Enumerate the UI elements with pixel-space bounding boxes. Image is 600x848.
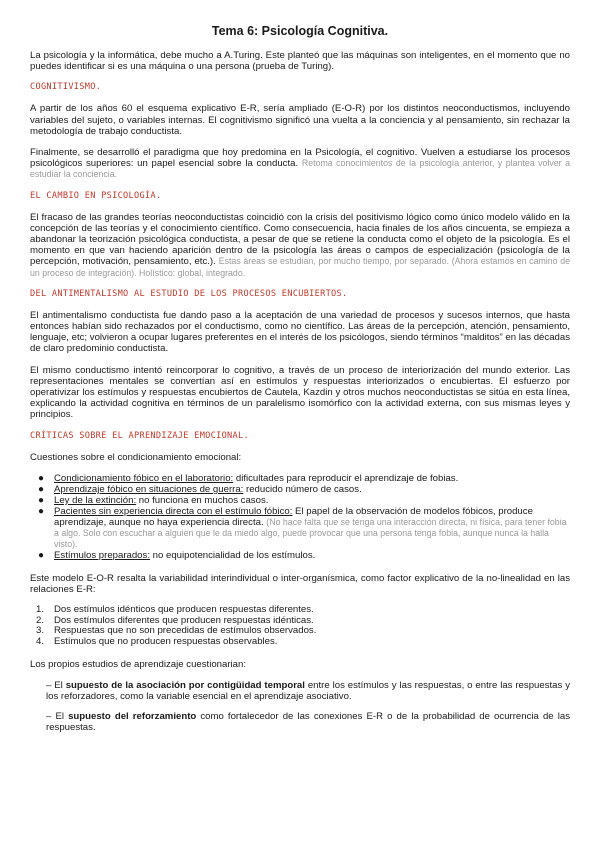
list-item-text: no funciona en muchos casos. bbox=[136, 494, 269, 506]
dash-text: como fortalecedor de las conexiones E-R o de la probabilidad de ocurrencia de las respuestas. bbox=[46, 710, 571, 733]
section-heading-cambio: EL CAMBIO EN PSICOLOGÍA. bbox=[30, 190, 162, 201]
list-item-note: (No hace falta que se tenga una interacción directa, ni física, para tener fobia a algo. Solo con escuchar a alguien que le da miedo algo, puede provocar que una persona tenga fobia, aunque nunca la halla visto). bbox=[54, 516, 567, 549]
list-item-text: El papel de la observación de modelos fóbicos, produce aprendizaje, aunque no haya experiencia directa. bbox=[54, 505, 533, 528]
list-item-text: Dos estímulos idénticos que producen respuestas diferentes. bbox=[54, 604, 314, 616]
cognitivismo-note: Retoma conocimientos de la psicología anterior, y plantea volver a estudiar la conciencia. bbox=[30, 158, 570, 180]
dash-bold-term: supuesto de la asociación por contigüidad temporal bbox=[65, 680, 305, 692]
section-heading-cognitivismo: COGNITIVISMO. bbox=[30, 82, 102, 93]
bullet-icon: ● bbox=[38, 494, 45, 506]
list-item bbox=[36, 473, 570, 484]
bullet-icon: ● bbox=[38, 472, 45, 484]
list-number: 3. bbox=[36, 625, 45, 637]
list-item bbox=[36, 550, 570, 561]
section-heading-criticas: CRÍTICAS SOBRE EL APRENDIZAJE EMOCIONAL. bbox=[30, 430, 249, 441]
intro-paragraph: La psicología y la informática, debe mucho a A.Turing. Este planteó que las máquinas son inteligentes, en el momento que no puedes identificar si es una máquina o una persona (prueba de Turing). bbox=[30, 50, 570, 73]
list-item bbox=[36, 506, 570, 550]
criticas-bullet-list bbox=[30, 473, 570, 561]
model-paragraph: Este modelo E-O-R resalta la variabilidad interindividual o inter-organísmica, como factor explicativo de la no-linealidad en las relaciones E-R: bbox=[30, 572, 570, 596]
list-item-text: Respuestas que no son precedidas de estímulos observados. bbox=[54, 625, 317, 637]
list-item-text: no equipotencialidad de los estímulos. bbox=[149, 549, 316, 561]
document-page bbox=[30, 24, 570, 741]
cambio-note: Estas áreas se estudian, por mucho tiempo, por separado. (Ahora estamos en camino de un proceso de integración). Holístico: global, integrado. bbox=[30, 256, 571, 278]
list-item bbox=[36, 484, 570, 495]
criticas-lead: Cuestiones sobre el condicionamiento emocional: bbox=[30, 451, 242, 463]
numbered-list bbox=[30, 605, 570, 647]
list-item-text: dificultades para reproducir el aprendizaje de fobias. bbox=[233, 472, 459, 484]
bullet-icon: ● bbox=[38, 549, 45, 561]
dash-item-1 bbox=[30, 680, 570, 702]
list-item-term: Estímulos preparados: bbox=[54, 549, 150, 561]
dash-list bbox=[30, 680, 570, 733]
dash-item-2 bbox=[30, 711, 570, 733]
list-item bbox=[36, 495, 570, 506]
cambio-paragraph bbox=[30, 212, 570, 279]
list-item-term: Pacientes sin experiencia directa con el estímulo fóbico: bbox=[54, 505, 293, 517]
antimentalismo-paragraph-2: El mismo conductismo intentó reincorporar lo cognitivo, a través de un proceso de interiorización del mundo exterior. Las representaciones mentales se convertían así en estímulos y respuestas interiorizados o encubiertas. El esfuerzo por operativizar los estímulos y respuestas encubiertos de Cautela, Kazdin y otros muchos neoconductistas se sitúa en esta línea, explicando la actividad cognitiva en términos de un paralelismo isomórfico con la actividad externa, con sus mismas leyes y principios. bbox=[30, 364, 570, 421]
list-number: 1. bbox=[36, 604, 45, 616]
list-item-text: Dos estímulos diferentes que producen respuestas idénticas. bbox=[54, 614, 314, 626]
page-title: Tema 6: Psicología Cognitiva. bbox=[211, 24, 389, 38]
list-item-term: Ley de la extinción: bbox=[54, 494, 137, 506]
list-item-text: reducido número de casos. bbox=[243, 483, 362, 495]
list-item-term: Aprendizaje fóbico en situaciones de guerra: bbox=[54, 483, 244, 495]
section-heading-antimentalismo: DEL ANTIMENTALISMO AL ESTUDIO DE LOS PROCESOS ENCUBIERTOS. bbox=[30, 288, 348, 299]
dash-text: entre los estímulos y las respuestas, o entre las respuestas y los reforzadores, como la variable esencial en el aprendizaje asociativo. bbox=[46, 680, 571, 703]
cognitivismo-p2-text: Finalmente, se desarrolló el paradigma que hoy predomina en la Psicología, el cognitivo. Vuelven a estudiarse los procesos psicológicos superiores: un papel esencial sobre la conducta. bbox=[30, 147, 570, 170]
dash-prefix: – El bbox=[46, 710, 69, 722]
bullet-icon: ● bbox=[38, 483, 45, 495]
antimentalismo-paragraph-1: El antimentalismo conductista fue dando paso a la aceptación de una variedad de procesos y sucesos internos, que hasta entonces habían sido rechazados por el conductismo, como no científico. Las áreas de la percepción, atención, pensamiento, lenguaje, etc; volvieron a ocupar lugares preferentes en el interés de los psicólogos, siendo términos “malditos” en las décadas de claro predominio conductista. bbox=[30, 309, 570, 355]
list-number: 4. bbox=[36, 635, 45, 647]
cambio-p1-text: El fracaso de las grandes teorías neoconductistas coincidió con la crisis del positivismo lógico como único modelo válido en la concepción de las teorías y el conocimiento científico. Como consecuencia, hacia finales de los años cincuenta, se empieza a abandonar la teorización psicológica conductista, a pesar de que se retiene la conducta como el objeto de la psicología. Es el momento en que van haciendo aparición dentro de la psicología las áreas o campos de especialización (psicología de la percepción, motivación, pensamiento, etc.). bbox=[30, 211, 570, 268]
dash-bold-term: supuesto del reforzamiento bbox=[68, 710, 197, 722]
list-item bbox=[36, 637, 570, 647]
cognitivismo-paragraph-2 bbox=[30, 147, 570, 181]
dash-prefix: – El bbox=[46, 680, 66, 692]
closing-paragraph: Los propios estudios de aprendizaje cuestionarian: bbox=[30, 658, 246, 670]
list-item-text: Estímulos que no producen respuestas observables. bbox=[54, 635, 278, 647]
cognitivismo-paragraph-1: A partir de los años 60 el esquema explicativo E-R, sería ampliado (E-O-R) por los distintos neoconductismos, incluyendo variables del sujeto, o variables internas. El cognitivismo significó una vuelta a la conciencia y al pensamiento, sin rechazar la metodología de trabajo conductista. bbox=[30, 103, 570, 137]
list-item-term: Condicionamiento fóbico en el laboratorio: bbox=[54, 472, 234, 484]
bullet-icon: ● bbox=[38, 505, 45, 517]
list-number: 2. bbox=[36, 614, 45, 626]
